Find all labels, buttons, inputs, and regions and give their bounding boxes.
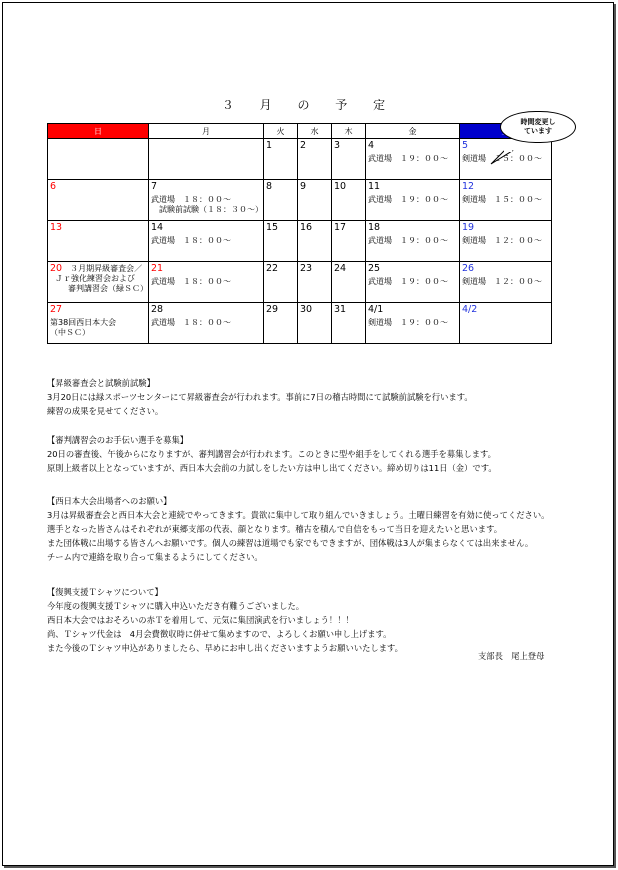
day-number-text: 18 (368, 222, 381, 233)
day-number (149, 262, 263, 274)
day-number-text: 1 (266, 140, 273, 151)
day-number (460, 221, 551, 233)
day-number (264, 221, 297, 233)
calendar-day-cell (298, 221, 332, 262)
weekday-thursday: 木 (332, 124, 366, 139)
calendar-day-cell (149, 139, 264, 180)
day-number (298, 180, 331, 192)
calendar-day-cell (48, 139, 149, 180)
day-number-text: 24 (334, 263, 347, 274)
day-number-text: 31 (334, 304, 347, 315)
weekday-monday: 月 (149, 124, 264, 139)
section-line: 3月は昇級審査会と西日本大会と連続でやってきます。貴欲に集中して取り組んでいきましょう。土曜日練習を有効に使ってください。 (47, 510, 550, 520)
day-number-text: 13 (50, 222, 63, 233)
calendar-day-cell (298, 262, 332, 303)
day-number-text: 9 (300, 181, 307, 192)
section-line: 原則上級者以上となっていますが、西日本大会前の力試しをしたい方は申し出てください。締め切りは11日（金）です。 (47, 463, 497, 473)
day-number-text: 27 (50, 304, 63, 315)
day-number-text: 15 (266, 222, 279, 233)
section-line: また今後のＴシャツ申込がありましたら、早めにお申し出くださいますようお願いいたします。 (47, 643, 403, 653)
day-number-text: 10 (334, 181, 347, 192)
day-number (460, 303, 551, 315)
day-number-text: 2 (300, 140, 307, 151)
section-heading: 【審判講習会のお手伝い選手を募集】 (47, 435, 189, 445)
day-number-text: 4 (368, 140, 375, 151)
day-number (366, 139, 459, 151)
weekday-wednesday: 水 (298, 124, 332, 139)
day-number-text: 23 (300, 263, 313, 274)
calendar-day-cell (332, 139, 366, 180)
section-heading: 【復興支援Ｔシャツについて】 (47, 587, 163, 597)
day-number (460, 262, 551, 274)
callout-line-1: 時間変更し (520, 118, 556, 126)
day-number-text: 4/2 (462, 304, 478, 315)
calendar-day-cell (149, 221, 264, 262)
weekday-friday: 金 (366, 124, 460, 139)
event-text: 剣道場 １２：００～ (462, 236, 542, 245)
day-number (48, 221, 148, 233)
day-number (332, 139, 365, 151)
day-number (298, 139, 331, 151)
day-number (48, 262, 148, 274)
page-title: ３ 月 の 予 定 (221, 98, 397, 112)
day-number (332, 180, 365, 192)
callout-line-2: ています (524, 127, 552, 135)
day-number (366, 180, 459, 192)
section-heading: 【昇級審査会と試験前試験】 (47, 378, 155, 388)
day-number-text: 14 (151, 222, 164, 233)
weekday-tuesday: 火 (264, 124, 298, 139)
calendar-day-cell (48, 303, 149, 344)
day-number-text: 26 (462, 263, 475, 274)
calendar-day-cell (460, 221, 552, 262)
event-text: 武道場 １９：００～ (368, 195, 448, 204)
callout-tail (490, 150, 514, 166)
calendar-body (48, 139, 552, 344)
calendar-header-row (48, 124, 552, 139)
day-number-text: 30 (300, 304, 313, 315)
event-inline-text: ３月期昇級審査会／ (62, 264, 143, 273)
event-text: 武道場 １８：００～ (151, 277, 231, 286)
calendar-day-cell (149, 180, 264, 221)
day-number (298, 262, 331, 274)
section-line: 尚、Ｔシャツ代金は 4月会費徴収時に併せて集めますので、よろしくお願い申し上げます。 (47, 629, 392, 639)
event-text: 剣道場 １５：００～ (462, 154, 542, 163)
event-text: Ｊｒ強化練習会および (55, 274, 135, 283)
calendar-day-cell (298, 139, 332, 180)
day-number-text: 4/1 (368, 304, 384, 315)
event-text: 武道場 １８：００～ (151, 318, 231, 327)
day-number (332, 262, 365, 274)
day-number (149, 221, 263, 233)
day-number (264, 180, 297, 192)
day-number-text: 19 (462, 222, 475, 233)
section-tshirt (47, 585, 587, 655)
day-number-text: 11 (368, 181, 381, 192)
day-number (366, 262, 459, 274)
calendar-day-cell (332, 303, 366, 344)
day-number (264, 262, 297, 274)
calendar-day-cell (264, 180, 298, 221)
signature: 支部長 尾上登母 (478, 651, 545, 661)
section-line: 練習の成果を見せてください。 (47, 406, 164, 416)
calendar-day-cell (264, 262, 298, 303)
calendar-day-cell (332, 221, 366, 262)
day-number (149, 139, 263, 140)
calendar-day-cell (149, 262, 264, 303)
day-number-text: 28 (151, 304, 164, 315)
section-line: また団体戦に出場する皆さんへお願いです。個人の練習は道場でも家でもできますが、団体戦は3人が集まらなくては出来ません。 (47, 538, 534, 548)
calendar-day-cell (366, 139, 460, 180)
calendar-day-cell (264, 221, 298, 262)
calendar-table (47, 123, 552, 344)
calendar-day-cell (366, 180, 460, 221)
day-number-text: 16 (300, 222, 313, 233)
callout-bubble (500, 111, 576, 143)
section-referee-helpers (47, 433, 587, 475)
day-number-text: 21 (151, 263, 164, 274)
calendar-day-cell (460, 303, 552, 344)
calendar-day-cell (366, 303, 460, 344)
day-number-text: 6 (50, 181, 57, 192)
day-number-text: 3 (334, 140, 341, 151)
section-line: 3月20日には緑スポーツセンターにて昇級審査会が行われます。事前に7日の稽古時間にて試験前試験を行います。 (47, 392, 473, 402)
event-text: 剣道場 １９：００～ (368, 318, 448, 327)
day-number (48, 139, 148, 140)
section-promotion-exam (47, 376, 587, 418)
event-text: 第38回西日本大会 (50, 318, 117, 327)
event-text: （中ＳＣ） (50, 328, 90, 337)
event-text: 審判講習会（緑ＳＣ） (68, 284, 148, 293)
calendar-week-row (48, 262, 552, 303)
day-number (332, 221, 365, 233)
event-text: 武道場 １８：００～ (151, 236, 231, 245)
calendar-day-cell (298, 180, 332, 221)
day-number (298, 221, 331, 233)
day-number (460, 180, 551, 192)
section-line: 20日の審査後、午後からになりますが、審判講習会が行われます。このときに型や組手をしてくれる選手を募集します。 (47, 449, 496, 459)
calendar-day-cell (264, 303, 298, 344)
day-number-text: 20 (50, 263, 63, 274)
calendar-day-cell (48, 221, 149, 262)
event-text: 剣道場 １５：００～ (462, 195, 542, 204)
calendar-day-cell (460, 262, 552, 303)
day-number-text: 7 (151, 181, 158, 192)
section-line: 今年度の復興支援Ｔシャツに購入申込いただき有難うございました。 (47, 601, 305, 611)
calendar-day-cell (48, 262, 149, 303)
day-number (298, 303, 331, 315)
day-number-text: 5 (462, 140, 469, 151)
event-text: 武道場 １９：００～ (368, 236, 448, 245)
day-number-text: 12 (462, 181, 475, 192)
day-number (264, 303, 297, 315)
day-number-text: 25 (368, 263, 381, 274)
section-line: チーム内で連絡を取り合って集まるようにしてください。 (47, 552, 263, 562)
weekday-sunday: 日 (48, 124, 149, 139)
event-text: 武道場 １８：００～ (151, 195, 231, 204)
calendar-day-cell (366, 221, 460, 262)
day-number (332, 303, 365, 315)
event-text: 武道場 １９：００～ (368, 154, 448, 163)
event-text: 試験前試験（１８：３０～） (151, 205, 263, 214)
section-heading: 【西日本大会出場者へのお願い】 (47, 496, 172, 506)
day-number (149, 303, 263, 315)
day-number-text: 17 (334, 222, 347, 233)
calendar-week-row (48, 180, 552, 221)
calendar-day-cell (149, 303, 264, 344)
day-number (48, 303, 148, 315)
calendar-day-cell (298, 303, 332, 344)
day-number (48, 180, 148, 192)
event-text: 武道場 １９：００～ (368, 277, 448, 286)
day-number-text: 22 (266, 263, 279, 274)
calendar-day-cell (332, 180, 366, 221)
calendar-day-cell (264, 139, 298, 180)
section-line: 西日本大会ではおそろいの赤Ｔを着用して、元気に集団演武を行いましょう！！！ (47, 615, 354, 625)
event-text: 剣道場 １２：００～ (462, 277, 542, 286)
section-line: 選手となった皆さんはそれぞれが東郷支部の代表、顔となります。稽古を積んで自信をもって当日を迎えたいと思います。 (47, 524, 503, 534)
day-number-text: 8 (266, 181, 273, 192)
calendar-day-cell (366, 262, 460, 303)
day-number (149, 180, 263, 192)
day-number (366, 221, 459, 233)
calendar-day-cell (332, 262, 366, 303)
calendar-week-row (48, 139, 552, 180)
calendar-day-cell (460, 180, 552, 221)
calendar-week-row (48, 303, 552, 344)
calendar-week-row (48, 221, 552, 262)
calendar-day-cell (48, 180, 149, 221)
day-number-text: 29 (266, 304, 279, 315)
day-number (264, 139, 297, 151)
day-number (366, 303, 459, 315)
section-tournament-request (47, 494, 587, 564)
